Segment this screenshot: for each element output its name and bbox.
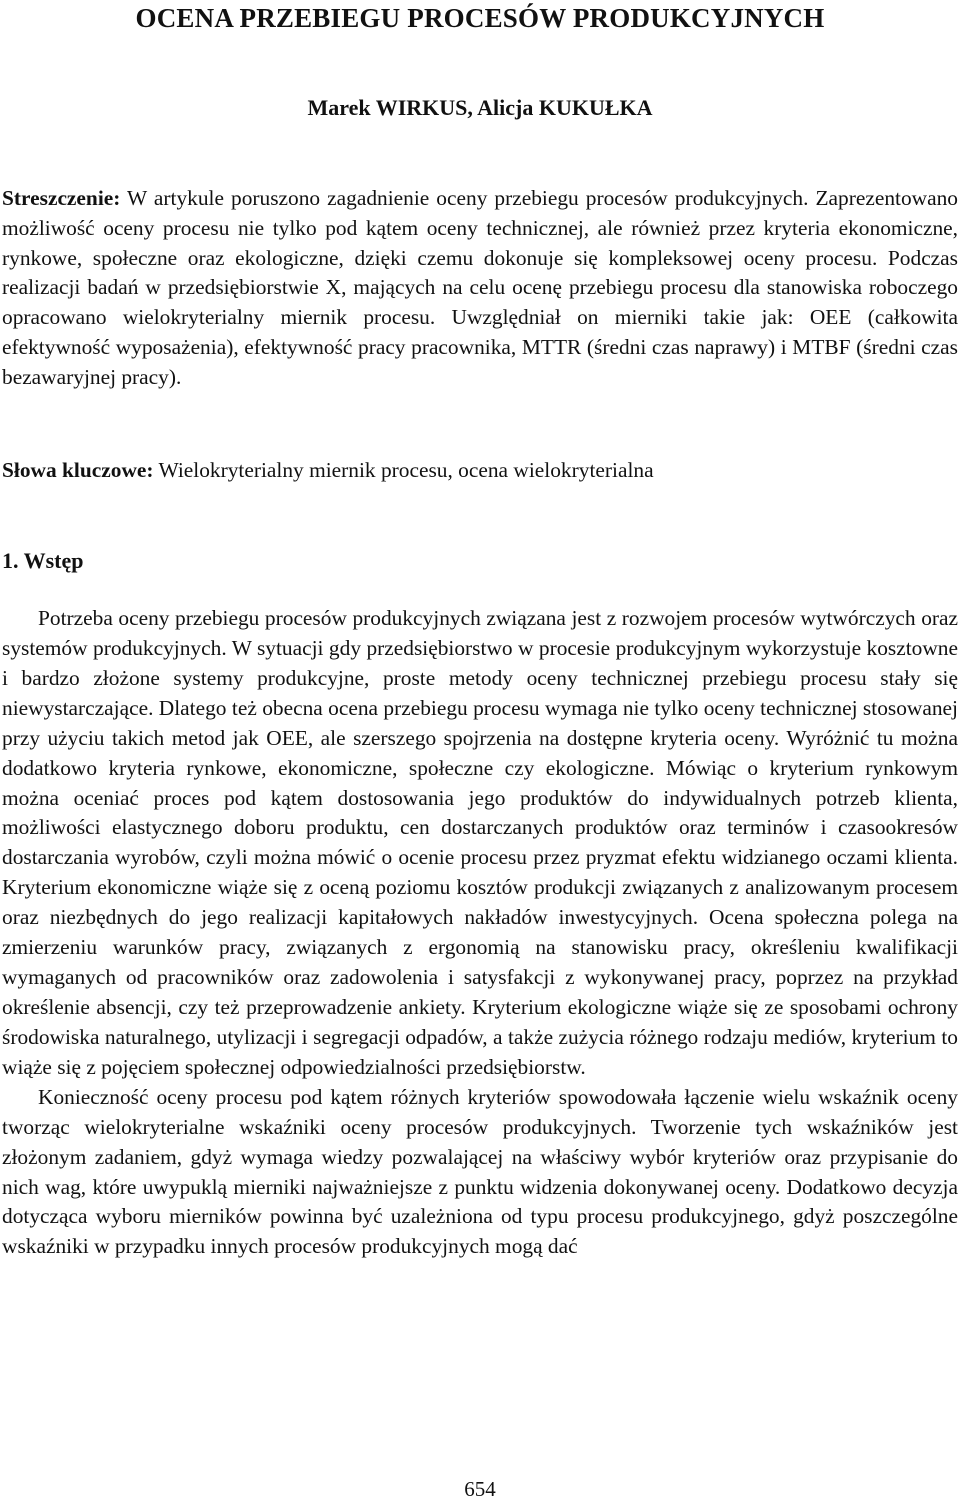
keywords xyxy=(2,455,958,485)
section-heading: 1. Wstęp xyxy=(2,548,84,573)
abstract-label: Streszczenie: xyxy=(2,186,121,210)
keywords-text: Wielokryterialny miernik procesu, ocena wielokryterialna xyxy=(158,458,654,482)
abstract-text: W artykule poruszono zagadnienie oceny przebiegu procesów produkcyjnych. Zaprezentowano możliwość oceny procesu nie tylko pod kątem oceny technicznej, ale również przez kryteria ekonomiczne, rynkowe, społeczne oraz ekologiczne, dzięki czemu dokonuje się kompleksowej oceny procesu. Podczas realizacji badań w przedsiębiorstwie X, mających na celu ocenę przebiegu procesu dla stanowiska roboczego opracowano wielokryterialny miernik procesu. Uwzględniał on mierniki takie jak: OEE (całkowita efektywność wyposażenia), efektywność pracy pracownika, MTTR (średni czas naprawy) i MTBF (średni czas bezawaryjnej pracy). xyxy=(2,186,959,389)
abstract xyxy=(2,184,958,393)
paragraph: Konieczność oceny procesu pod kątem różnych kryteriów spowodowała łączenie wielu wskaźnik oceny tworząc wielokryterialne wskaźniki oceny procesów produkcyjnych. Tworzenie tych wskaźników jest złożonym zadaniem, gdyż wymaga wiedzy pozwalającej na właściwy wybór kryteriów oraz przypisanie do nich wag, które uwypuklą mierniki najważniejsze z punktu widzenia dokonywanej oceny. Dodatkowo decyzja dotycząca wyboru mierników powinna być uzależniona od typu procesu produkcyjnego, gdyż poszczególne wskaźniki w przypadku innych procesów produkcyjnych mogą dać xyxy=(2,1084,958,1259)
keywords-label: Słowa kluczowe: xyxy=(2,458,154,482)
section-body xyxy=(2,604,958,1262)
paper-title: OCENA PRZEBIEGU PROCESÓW PRODUKCYJNYCH xyxy=(135,3,825,33)
paper-authors: Marek WIRKUS, Alicja KUKUŁKA xyxy=(307,95,653,120)
paragraph: Potrzeba oceny przebiegu procesów produkcyjnych związana jest z rozwojem procesów wytwórczych oraz systemów produkcyjnych. W sytuacji gdy przedsiębiorstwo w procesie produkcyjnym wykorzystuje kosztowne i bardzo złożone systemy produkcyjne, proste metody oceny technicznej przebiegu procesu stały się niewystarczające. Dlatego też obecna ocena przebiegu procesu wymaga nie tylko oceny technicznej stosowanej przy użyciu takich metod jak OEE, ale szerszego spojrzenia na dostępne kryteria oceny. Wyróżnić tu można dodatkowo kryteria rynkowe, ekonomiczne, społeczne czy ekologiczne. Mówiąc o kryterium rynkowym można oceniać proces pod kątem dostosowania jego produktów do indywidualnych potrzeb klienta, możliwości elastycznego doboru produktu, cen dostarczanych produktów oraz terminów i czasookresów dostarczania wyrobów, czyli można mówić o ocenie procesu przez pryzmat efektu widzianego oczami klienta. Kryterium ekonomiczne wiąże się z oceną poziomu kosztów produkcji związanych z analizowanym procesem oraz niezbędnych do jego realizacji kapitałowych nakładów inwestycyjnych. Ocena społeczna polega na zmierzeniu warunków pracy, związanych z ergonomią na stanowisku pracy, określeniu kwalifikacji wymaganych od pracowników oraz zadowolenia i satysfakcji z wykonywanej pracy, poprzez na przykład określenie absencji, czy też przeprowadzenie ankiety. Kryterium ekologiczne wiąże się ze sposobami ochrony środowiska naturalnego, utylizacji i segregacji odpadów, a także zużycia różnego rodzaju mediów, kryterium to wiąże się z pojęciem społecznej odpowiedzialności przedsiębiorstw. xyxy=(2,606,958,1079)
page-number: 654 xyxy=(464,1477,496,1501)
